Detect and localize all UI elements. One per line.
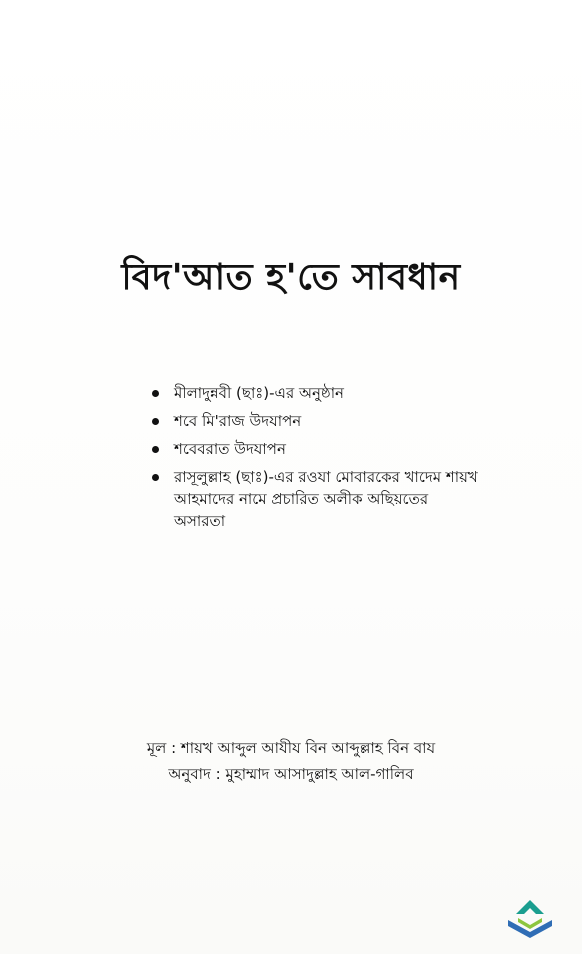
translator-line: অনুবাদ : মুহাম্মাদ আসাদুল্লাহ আল-গালিব (168, 765, 414, 783)
page-title: বিদ'আত হ'তে সাবধান (121, 257, 461, 298)
bullet-icon (152, 390, 159, 397)
topic-text: মীলাদুন্নবী (ছাঃ)-এর অনুষ্ঠান (174, 384, 345, 402)
topic-item (148, 466, 478, 532)
topic-text: শবে মি'রাজ উদযাপন (174, 412, 302, 430)
topic-item (148, 410, 478, 432)
credits (0, 735, 582, 787)
author-line: মূল : শায়খ আব্দুল আযীয বিন আব্দুল্লাহ বিন বায (146, 739, 436, 757)
publisher-logo-icon (500, 898, 560, 940)
bullet-icon (152, 418, 159, 425)
bullet-icon (152, 446, 159, 453)
bullet-icon (152, 474, 159, 481)
topic-text: শবেবরাত উদযাপন (174, 440, 286, 458)
topic-text: রাসূলুল্লাহ (ছাঃ)-এর রওযা মোবারকের খাদেম শায়খ আহমাদের নামে প্রচারিত অলীক অছিয়তের অসারতা (174, 468, 478, 530)
topic-item (148, 382, 478, 404)
topic-item (148, 438, 478, 460)
topic-list (148, 382, 478, 538)
